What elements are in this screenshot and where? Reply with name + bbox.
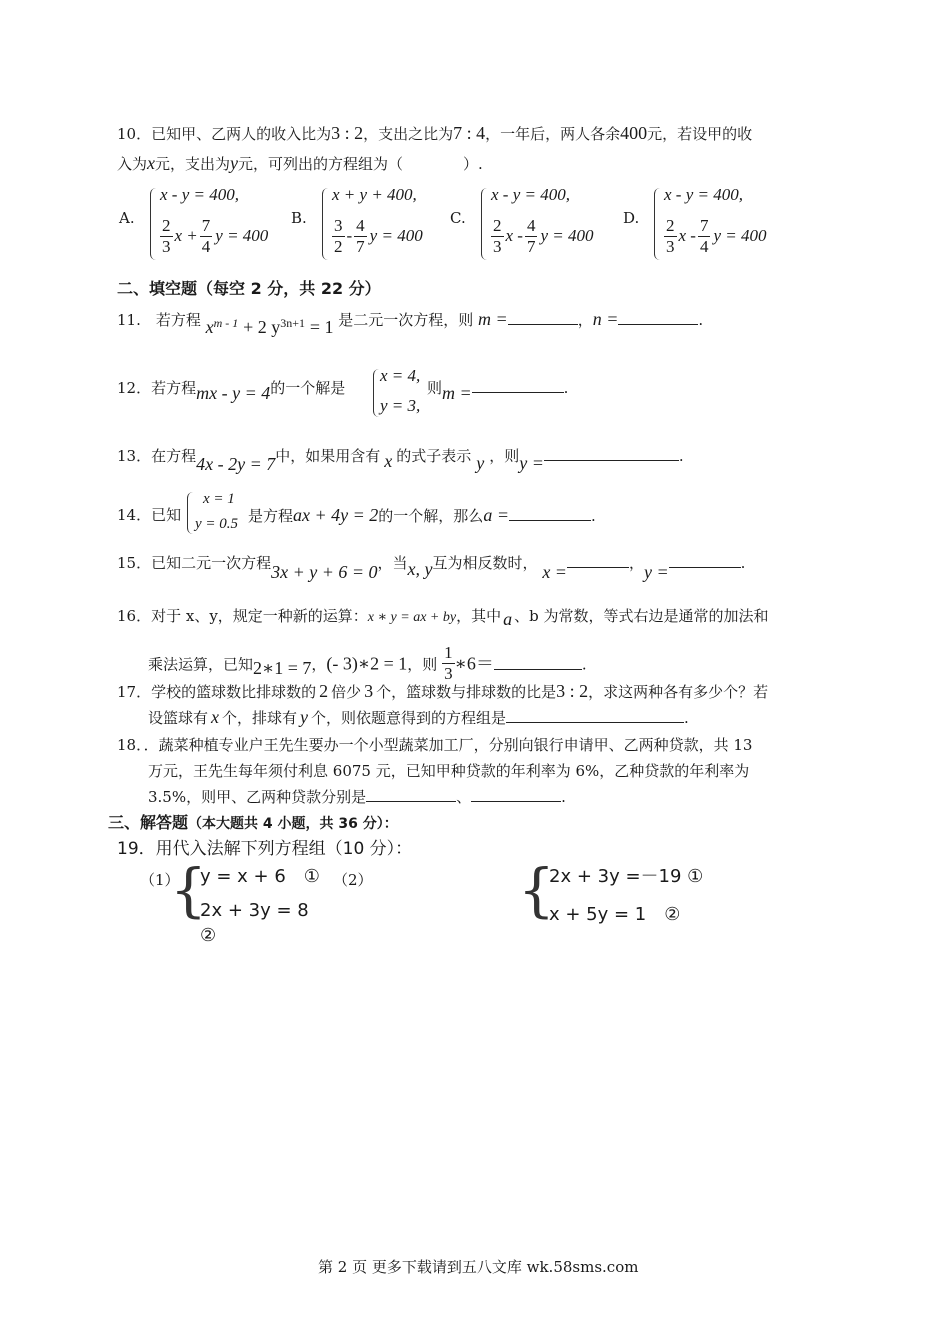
q14-prefix: 14．已知 [117, 506, 182, 524]
q17-line1: 17．学校的篮球数比排球数的 2 倍少 3 个，篮球数与排球数的比是3 : 2，求这两种各有多少个？若 [117, 681, 769, 701]
q19-part1-eq1: y = x + 6 ① [200, 866, 320, 887]
q19-part1-label: （1） [140, 871, 180, 889]
q10-option-brace [322, 188, 329, 260]
q12: 12．若方程mx - y = 4的一个解是 [117, 379, 346, 403]
q14: 是方程ax + 4y = 2的一个解，那么a = . [248, 505, 596, 525]
q19-part2-eq2: x + 5y = 1 ② [549, 904, 681, 925]
q10-option-brace [481, 188, 488, 260]
q12-answer: 则m = . [427, 379, 569, 403]
q10-option-eq1: x + y + 400, [332, 185, 417, 204]
fraction-1: $\frac{2}{3}$ [162, 216, 171, 256]
q12-sys2: y = 3, [380, 396, 421, 415]
q16-fraction: $\frac{1}{3}$ [444, 643, 453, 683]
q10-option-label: B. [291, 209, 307, 227]
q10-option-eq1: x - y = 400, [664, 185, 743, 204]
q10-option-eq2: $\frac{2}{3}$ x - $\frac{4}{7}$ y = 400 [493, 216, 594, 256]
q19-part1-eq2: 2x + 3y = 8 [200, 900, 309, 921]
q19-part1-brace: { [170, 856, 207, 924]
q10-option-eq1: x - y = 400, [160, 185, 239, 204]
q19-title: 19．用代入法解下列方程组（10 分）： [117, 839, 413, 859]
fraction-2: $\frac{7}{4}$ [699, 216, 709, 256]
q19-part2-label: （2） [333, 871, 373, 889]
q12-sys1: x = 4, [380, 366, 421, 385]
q10-option-brace [654, 188, 661, 260]
q10-option-eq2: $\frac{2}{3}$ x + $\frac{7}{4}$ y = 400 [162, 216, 269, 256]
q13: 13．在方程4x - 2y = 7中，如果用含有 x 的式子表示 y ，则y = . [117, 447, 684, 474]
q16-line2: 乘法运算，已知2∗1 = 7，(- 3)∗2 = 1，则 $\frac{1}{3}$ ∗6＝ . [148, 643, 587, 683]
q10-option-eq2: $\frac{2}{3}$ x - $\frac{7}{4}$ y = 400 [666, 216, 767, 256]
q10-option-label: A. [119, 209, 135, 227]
q10-option-eq2: $\frac{3}{2}$ - $\frac{4}{7}$ y = 400 [334, 216, 423, 256]
q12-brace [373, 369, 380, 417]
q15: 15．已知二元一次方程3x + y + 6 = 0，当x, y互为相反数时， x = ，y = . [117, 554, 746, 582]
q10-line2: 入为x元，支出为y元，可列出的方程组为（ ）. [117, 153, 483, 173]
section2-title: 二、填空题（每空 2 分，共 22 分） [117, 279, 381, 298]
q10-line1: 10．已知甲、乙两人的收入比为3 : 2，支出之比为7 : 4，一年后，两人各余400元，若设甲的收 [117, 123, 753, 143]
section3-title-row: 三、解答题（本大题共 4 小题，共 36 分）： [108, 813, 398, 832]
q14-brace [187, 492, 193, 534]
q19-part2-brace: { [518, 856, 555, 924]
q18-line3: 3.5%，则甲、乙两种贷款分别是 、 . [148, 788, 566, 806]
q10-option-label: C. [450, 209, 466, 227]
q10-option-label: D. [623, 209, 640, 227]
fraction-2: $\frac{7}{4}$ [201, 216, 211, 256]
q14-sys2: y = 0.5 [195, 516, 239, 532]
fraction-1: $\frac{3}{2}$ [334, 216, 343, 256]
fraction-1: $\frac{2}{3}$ [666, 216, 675, 256]
page-footer: 第 2 页 更多下载请到五八文库 wk.58sms.com [318, 1258, 639, 1276]
q18-line1: 18．．蔬菜种植专业户王先生要办一个小型蔬菜加工厂，分别向银行申请甲、乙两种贷款，共 13 [117, 736, 753, 754]
q10-option-eq1: x - y = 400, [491, 185, 570, 204]
q18-line2: 万元，王先生每年须付利息 6075 元，已知甲种贷款的年利率为 6%，乙种贷款的年利率为 [148, 762, 750, 780]
fraction-2: $\frac{4}{7}$ [526, 216, 536, 256]
q11: 11. 若方程 $x^{m - 1} + 2$ $y^{3n+1} = 1$ 是二元一次方程，则 m = ，n = . [117, 309, 704, 337]
q10-option-brace [150, 188, 157, 260]
q19-part1-mark2: ② [200, 925, 217, 946]
q16-line1: 16．对于 x、y，规定一种新的运算：x ∗ y = ax + by，其中 a 、b 为常数，等式右边是通常的加法和 [117, 607, 769, 629]
fraction-1: $\frac{2}{3}$ [493, 216, 502, 256]
q14-sys1: x = 1 [203, 491, 235, 507]
fraction-2: $\frac{4}{7}$ [356, 216, 365, 256]
q19-part2-eq1: 2x + 3y =－19 ① [549, 866, 704, 887]
q17-line2: 设篮球有 x 个，排球有 y 个，则依题意得到的方程组是 . [148, 707, 689, 727]
